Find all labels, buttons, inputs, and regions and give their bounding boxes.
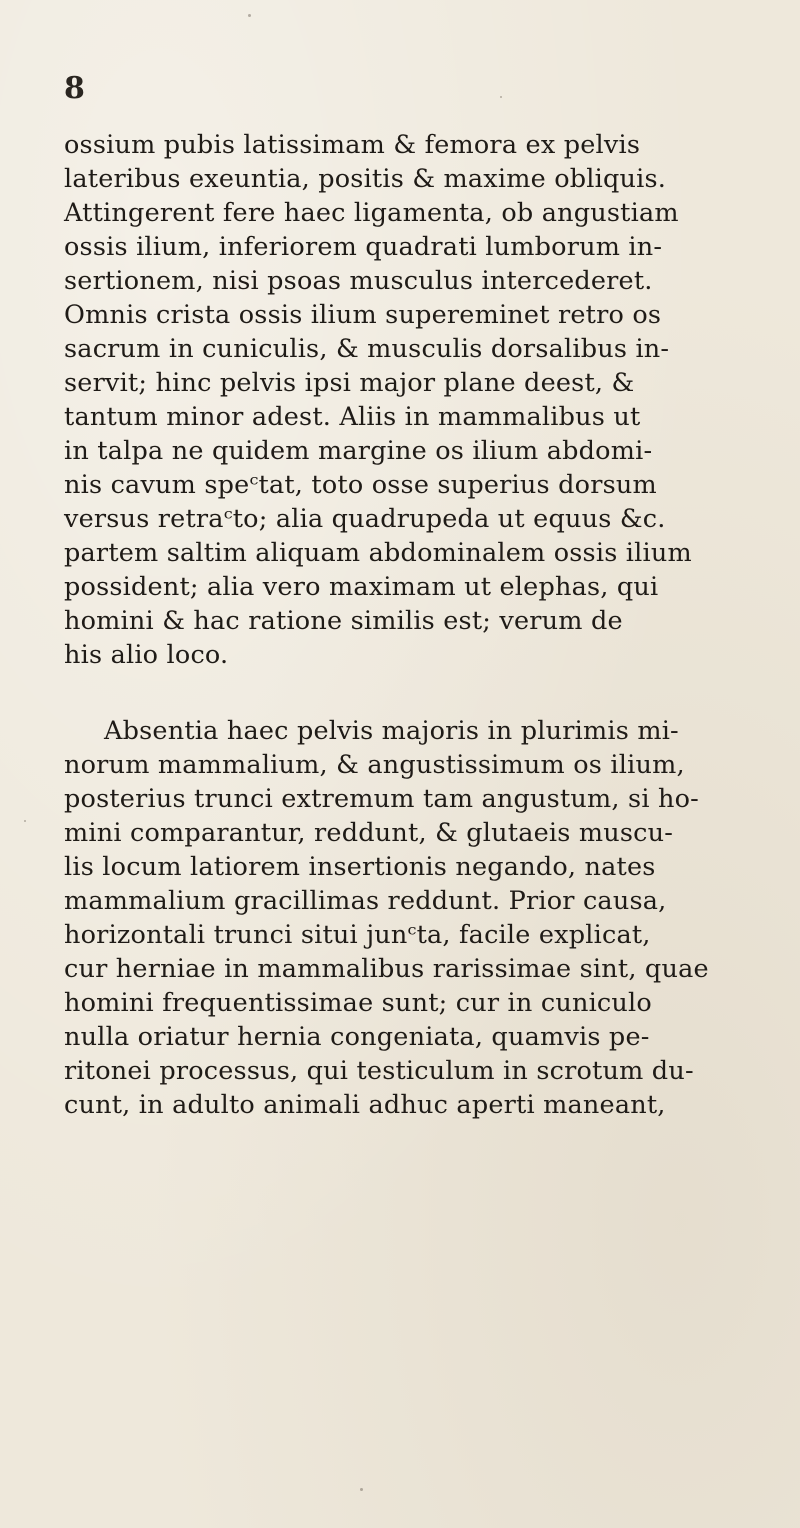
text-line: norum mammalium, & angustissimum os ilium, [64, 750, 685, 780]
text-line: lateribus exeuntia, positis & maxime obliquis. [64, 164, 667, 194]
paper-speck [360, 1488, 363, 1491]
text-line: Attingerent fere haec ligamenta, ob angustiam [64, 198, 679, 228]
text-line: nis cavum speᶜtat, toto osse superius dorsum [64, 470, 657, 500]
text-line: possident; alia vero maximam ut elephas, qui [64, 572, 659, 602]
text-line: horizontali trunci situi junᶜta, facile explicat, [64, 920, 651, 950]
text-line: versus retraᶜto; alia quadrupeda ut equus &c. [64, 504, 666, 534]
text-line: cur herniae in mammalibus rarissimae sint, quae [64, 954, 709, 984]
text-line: ritonei processus, qui testiculum in scrotum du- [64, 1056, 694, 1086]
text-line: ossium pubis latissimam & femora ex pelvis [64, 130, 641, 160]
text-line: Absentia haec pelvis majoris in plurimis mi- [104, 716, 679, 746]
paper-speck [500, 96, 502, 98]
text-line: tantum minor adest. Aliis in mammalibus ut [64, 402, 641, 432]
text-line: cunt, in adulto animali adhuc aperti maneant, [64, 1090, 666, 1120]
text-line: homini frequentissimae sunt; cur in cuniculo [64, 988, 652, 1018]
text-line: mini comparantur, reddunt, & glutaeis muscu- [64, 818, 674, 848]
text-line: in talpa ne quidem margine os ilium abdomi- [64, 436, 653, 466]
text-line: homini & hac ratione similis est; verum de [64, 606, 623, 636]
page-number: 8 [64, 71, 85, 106]
text-line: his alio loco. [64, 640, 229, 670]
paper-speck [24, 820, 26, 822]
text-line: posterius trunci extremum tam angustum, si ho- [64, 784, 699, 814]
text-line: Omnis crista ossis ilium supereminet retro os [64, 300, 662, 330]
text-line: partem saltim aliquam abdominalem ossis ilium [64, 538, 692, 568]
text-line: mammalium gracillimas reddunt. Prior causa, [64, 886, 667, 916]
text-line: ossis ilium, inferiorem quadrati lumborum in- [64, 232, 663, 262]
text-line: sertionem, nisi psoas musculus intercederet. [64, 266, 653, 296]
text-line: sacrum in cuniculis, & musculis dorsalibus in- [64, 334, 670, 364]
paper-speck [248, 14, 251, 17]
text-line: nulla oriatur hernia congeniata, quamvis pe- [64, 1022, 650, 1052]
text-line: lis locum latiorem insertionis negando, nates [64, 852, 656, 882]
text-line: servit; hinc pelvis ipsi major plane deest, & [64, 368, 635, 398]
